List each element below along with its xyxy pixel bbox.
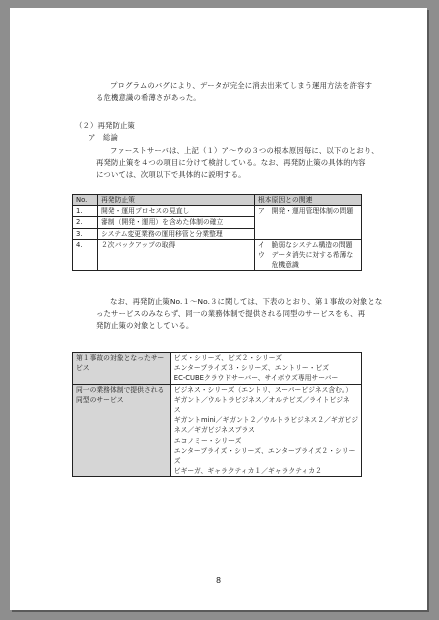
- page-number: 8: [216, 576, 222, 585]
- service-table: [72, 352, 362, 477]
- subsection-heading: ア 総論: [88, 133, 118, 142]
- same-structure-service-label: 同一の業務体制で提供される 同型のサービス: [73, 384, 171, 477]
- paragraph2-line-3: 発防止策の対象としている。: [96, 321, 194, 330]
- row-no: 1.: [73, 206, 98, 217]
- relation-b-line: 危機意識: [258, 261, 299, 270]
- intro-line-2: る危機意識の希薄さがあった。: [96, 93, 201, 102]
- relation-a-text: ア 開発・運用管理体制の問題: [258, 207, 354, 216]
- row-no: 4.: [73, 239, 98, 271]
- affected-service-list: ビズ・シリーズ、ビズ２・シリーズ エンタープライズ３・シリーズ、エントリー・ビズ EC-CUBEクラウドサーバー、サイボウズ専用サーバー: [170, 353, 361, 385]
- section-heading: （２）再発防止策: [75, 121, 135, 130]
- table-row: [73, 353, 362, 385]
- row-measure: ２次バックアップの取得: [98, 239, 255, 271]
- row-measure: 審制（開発・運用）を含めた体制の確立: [98, 217, 255, 228]
- countermeasure-table: [72, 194, 362, 271]
- table-row: [73, 239, 362, 271]
- table-row: [73, 206, 362, 217]
- table-row: [73, 384, 362, 477]
- header-relation: 根本原因との関連: [255, 195, 362, 206]
- table-header-row: [73, 195, 362, 206]
- header-no: No.: [73, 195, 98, 206]
- paragraph2-line-2: ったサービスのみならず、同一の業務体制で提供される同型のサービスをも、再: [96, 309, 366, 318]
- relation-b-line: イ 脆弱なシステム構造の問題: [258, 240, 353, 249]
- paragraph2-line-1: なお、再発防止策No.１～No.３に関しては、下表のとおり、第１事故の対象とな: [110, 297, 383, 306]
- paragraph1-line-3: については、次項以下で具体的に説明する。: [96, 170, 246, 179]
- document-page: [10, 8, 427, 610]
- intro-line-1: プログラムのバグにより、データが完全に消去出来てしまう運用方法を許容す: [110, 81, 373, 90]
- paragraph1-line-2: 再発防止策を４つの項目に分けて検討している。なお、再発防止策の具体的内容: [96, 158, 366, 167]
- row-measure: システム変更業務の運用移管と分業整理: [98, 228, 255, 239]
- row-no: 3.: [73, 228, 98, 239]
- affected-service-label: 第１事故の対象となったサー ビス: [73, 353, 171, 385]
- relation-b-line: ウ データ消失に対する希薄な: [258, 251, 354, 260]
- row-measure: 開発・運用プロセスの見直し: [98, 206, 255, 217]
- same-structure-service-list: ビジネス・シリーズ（エントリ、スーパービジネス含む。） ギガント／ウルトラビジネス／オルテビズ／ライトビジネ ス ギガントmini／ギガント２／ウルトラビジネス２／ギガビジ ネス／ギガビジネスプラス エコノミー・シリーズ エンタープライズ・シリーズ、エンタープライズ２・シリー ズ ビギーガ、ギャラクティカ１／ギャラクティカ２: [170, 384, 361, 477]
- relation-cell-a: [255, 206, 362, 240]
- paragraph1-line-1: ファーストサーバは、上記（１）ア～ウの３つの根本原因毎に、以下のとおり、: [110, 146, 379, 155]
- row-no: 2.: [73, 217, 98, 228]
- relation-cell-b: [255, 239, 362, 271]
- header-measure: 再発防止策: [98, 195, 255, 206]
